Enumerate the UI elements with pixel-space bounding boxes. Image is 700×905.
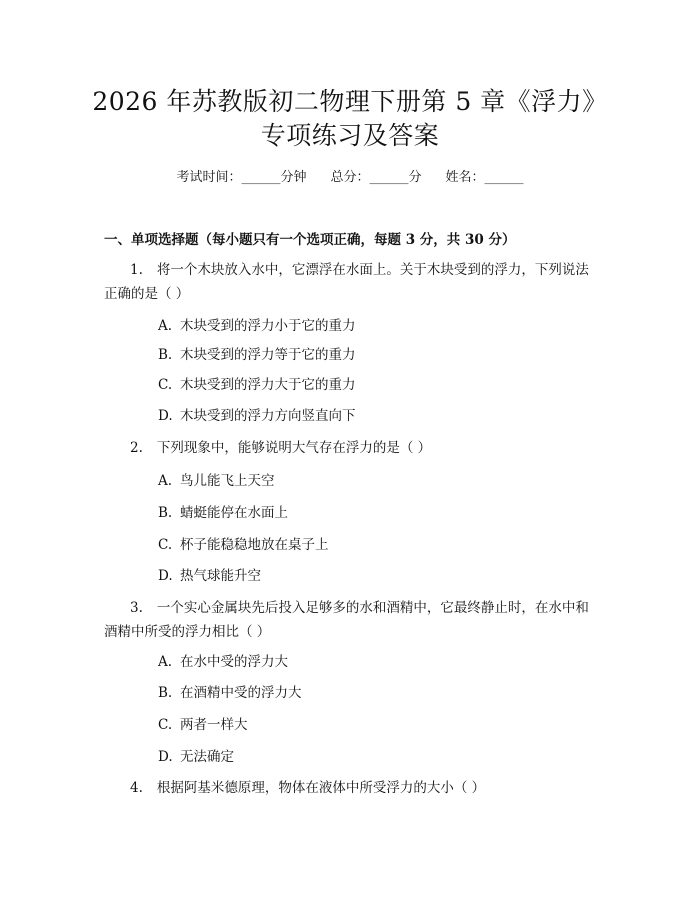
question-2-option-d	[158, 566, 261, 586]
option-text: 蜻蜓能停在水面上	[180, 505, 288, 521]
option-letter: C.	[158, 377, 173, 393]
question-1	[104, 258, 600, 306]
document-title-line-1: 2026 年苏教版初二物理下册第 5 章《浮力》	[92, 87, 608, 116]
section-heading: 一、单项选择题（每小题只有一个选项正确，每题 3 分，共 30 分）	[104, 232, 516, 248]
question-1-option-a	[158, 316, 356, 336]
question-2-option-a	[158, 471, 275, 491]
option-letter: A.	[158, 318, 173, 334]
question-2-option-c	[158, 535, 329, 555]
question-4-text: 根据阿基米德原理，物体在液体中所受浮力的大小（ ）	[156, 780, 486, 796]
option-letter: D.	[158, 749, 173, 765]
question-3-option-a	[158, 652, 288, 672]
question-3-number: 3.	[130, 600, 143, 616]
question-1-option-c	[158, 375, 356, 395]
exam-time-field: 考试时间：______分钟	[176, 170, 307, 185]
exam-meta	[0, 168, 700, 188]
question-3-text: 一个实心金属块先后投入足够多的水和酒精中，它最终静止时，在水中和酒精中所受的浮力相比（ ）	[104, 600, 589, 640]
question-3	[104, 596, 600, 644]
question-4-number: 4.	[130, 780, 143, 796]
option-text: 鸟儿能飞上天空	[180, 473, 275, 489]
option-text: 在酒精中受的浮力大	[180, 685, 302, 701]
option-text: 木块受到的浮力小于它的重力	[180, 318, 356, 334]
option-letter: C.	[158, 717, 173, 733]
question-2-option-b	[158, 503, 288, 523]
option-text: 木块受到的浮力方向竖直向下	[180, 408, 356, 424]
question-2	[104, 436, 600, 460]
option-letter: D.	[158, 568, 173, 584]
question-1-option-b	[158, 345, 356, 365]
option-text: 两者一样大	[180, 717, 248, 733]
option-text: 热气球能升空	[180, 568, 261, 584]
question-1-text: 将一个木块放入水中，它漂浮在水面上。关于木块受到的浮力，下列说法正确的是（ ）	[104, 262, 589, 302]
question-1-option-d	[158, 406, 356, 426]
question-2-text: 下列现象中，能够说明大气存在浮力的是（ ）	[156, 440, 432, 456]
document-title-line-2: 专项练习及答案	[260, 121, 440, 150]
option-letter: B.	[158, 685, 173, 701]
option-text: 木块受到的浮力等于它的重力	[180, 347, 356, 363]
question-4	[104, 776, 600, 800]
option-letter: A.	[158, 654, 173, 670]
question-3-option-d	[158, 747, 234, 767]
option-text: 无法确定	[180, 749, 234, 765]
student-name-field: 姓名：______	[445, 170, 524, 185]
question-2-number: 2.	[130, 440, 143, 456]
option-letter: A.	[158, 473, 173, 489]
option-letter: B.	[158, 505, 173, 521]
option-text: 杯子能稳稳地放在桌子上	[180, 537, 329, 553]
question-3-option-c	[158, 715, 248, 735]
option-text: 在水中受的浮力大	[180, 654, 288, 670]
question-1-number: 1.	[130, 262, 143, 278]
option-text: 木块受到的浮力大于它的重力	[180, 377, 356, 393]
option-letter: B.	[158, 347, 173, 363]
option-letter: C.	[158, 537, 173, 553]
question-3-option-b	[158, 683, 302, 703]
total-score-field: 总分：______分	[330, 170, 422, 185]
option-letter: D.	[158, 408, 173, 424]
